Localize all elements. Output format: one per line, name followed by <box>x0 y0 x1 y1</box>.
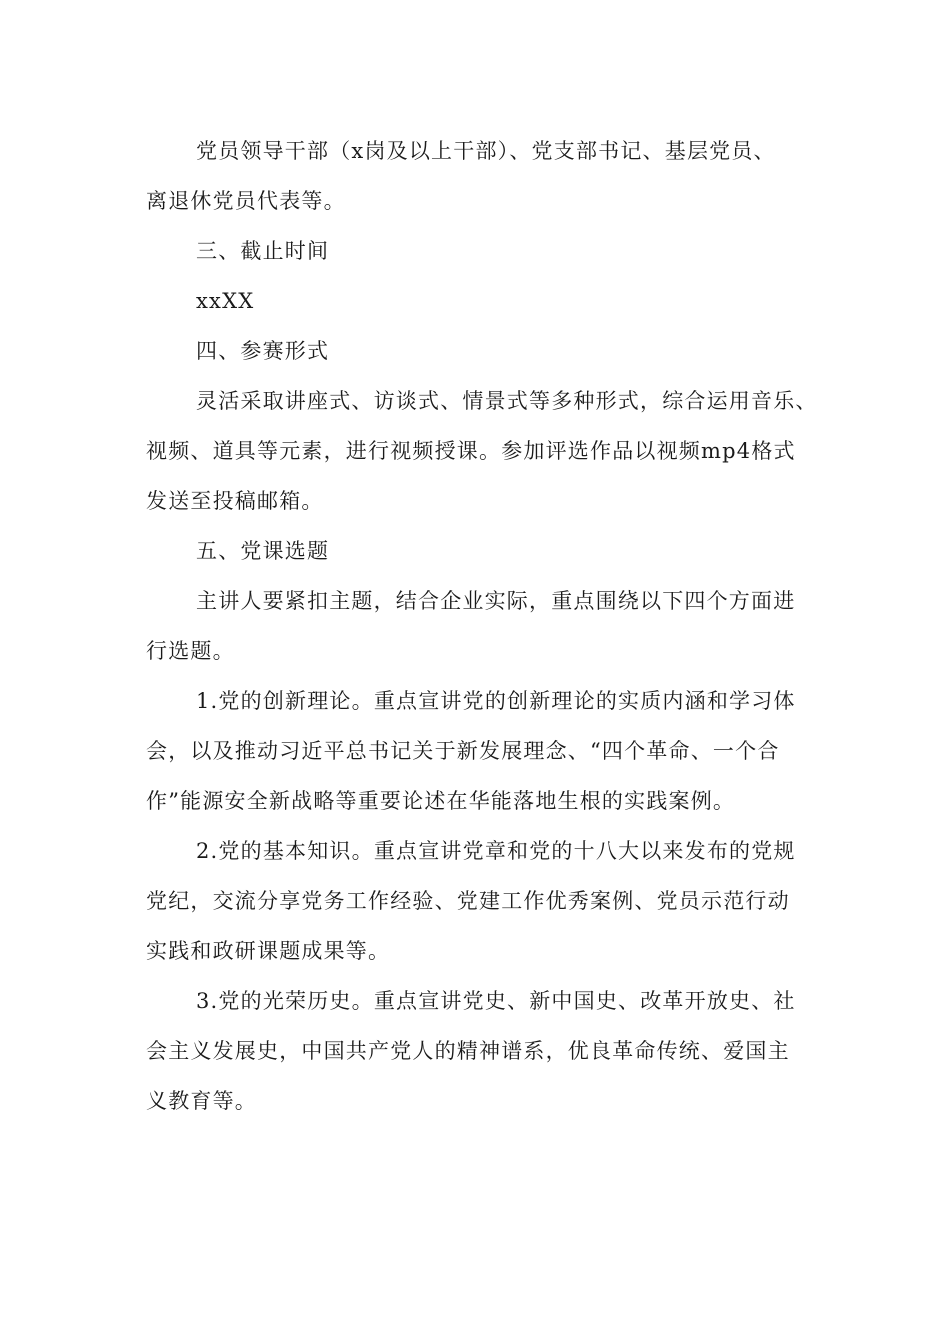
item-1-line-1: 1.党的创新理论。重点宣讲党的创新理论的实质内涵和学习体 <box>196 689 796 713</box>
paragraph-participants-line-1: 党员领导干部（x岗及以上干部）、党支部书记、基层党员、 <box>196 139 776 163</box>
item-3-line-1: 3.党的光荣历史。重点宣讲党史、新中国史、改革开放史、社 <box>196 989 796 1013</box>
item-2-line-3: 实践和政研课题成果等。 <box>146 939 391 963</box>
section-heading-deadline: 三、截止时间 <box>196 239 330 263</box>
section-heading-format: 四、参赛形式 <box>196 339 330 363</box>
paragraph-topics-line-1: 主讲人要紧扣主题，结合企业实际，重点围绕以下四个方面进 <box>196 589 796 613</box>
paragraph-format-line-2: 视频、道具等元素，进行视频授课。参加评选作品以视频mp4格式 <box>146 439 796 463</box>
item-3-line-2: 会主义发展史，中国共产党人的精神谱系，优良革命传统、爱国主 <box>146 1039 790 1063</box>
item-1-line-3: 作”能源安全新战略等重要论述在华能落地生根的实践案例。 <box>146 789 736 813</box>
deadline-value: xxXX <box>196 289 255 313</box>
paragraph-topics-line-2: 行选题。 <box>146 639 235 663</box>
section-heading-topics: 五、党课选题 <box>196 539 330 563</box>
paragraph-participants-line-2: 离退休党员代表等。 <box>146 189 346 213</box>
paragraph-format-line-1: 灵活采取讲座式、访谈式、情景式等多种形式，综合运用音乐、 <box>196 389 818 413</box>
item-2-line-1: 2.党的基本知识。重点宣讲党章和党的十八大以来发布的党规 <box>196 839 796 863</box>
item-1-line-2: 会，以及推动习近平总书记关于新发展理念、“四个革命、一个合 <box>146 739 780 763</box>
paragraph-format-line-3: 发送至投稿邮箱。 <box>146 489 324 513</box>
item-3-line-3: 义教育等。 <box>146 1089 257 1113</box>
item-2-line-2: 党纪，交流分享党务工作经验、党建工作优秀案例、党员示范行动 <box>146 889 790 913</box>
